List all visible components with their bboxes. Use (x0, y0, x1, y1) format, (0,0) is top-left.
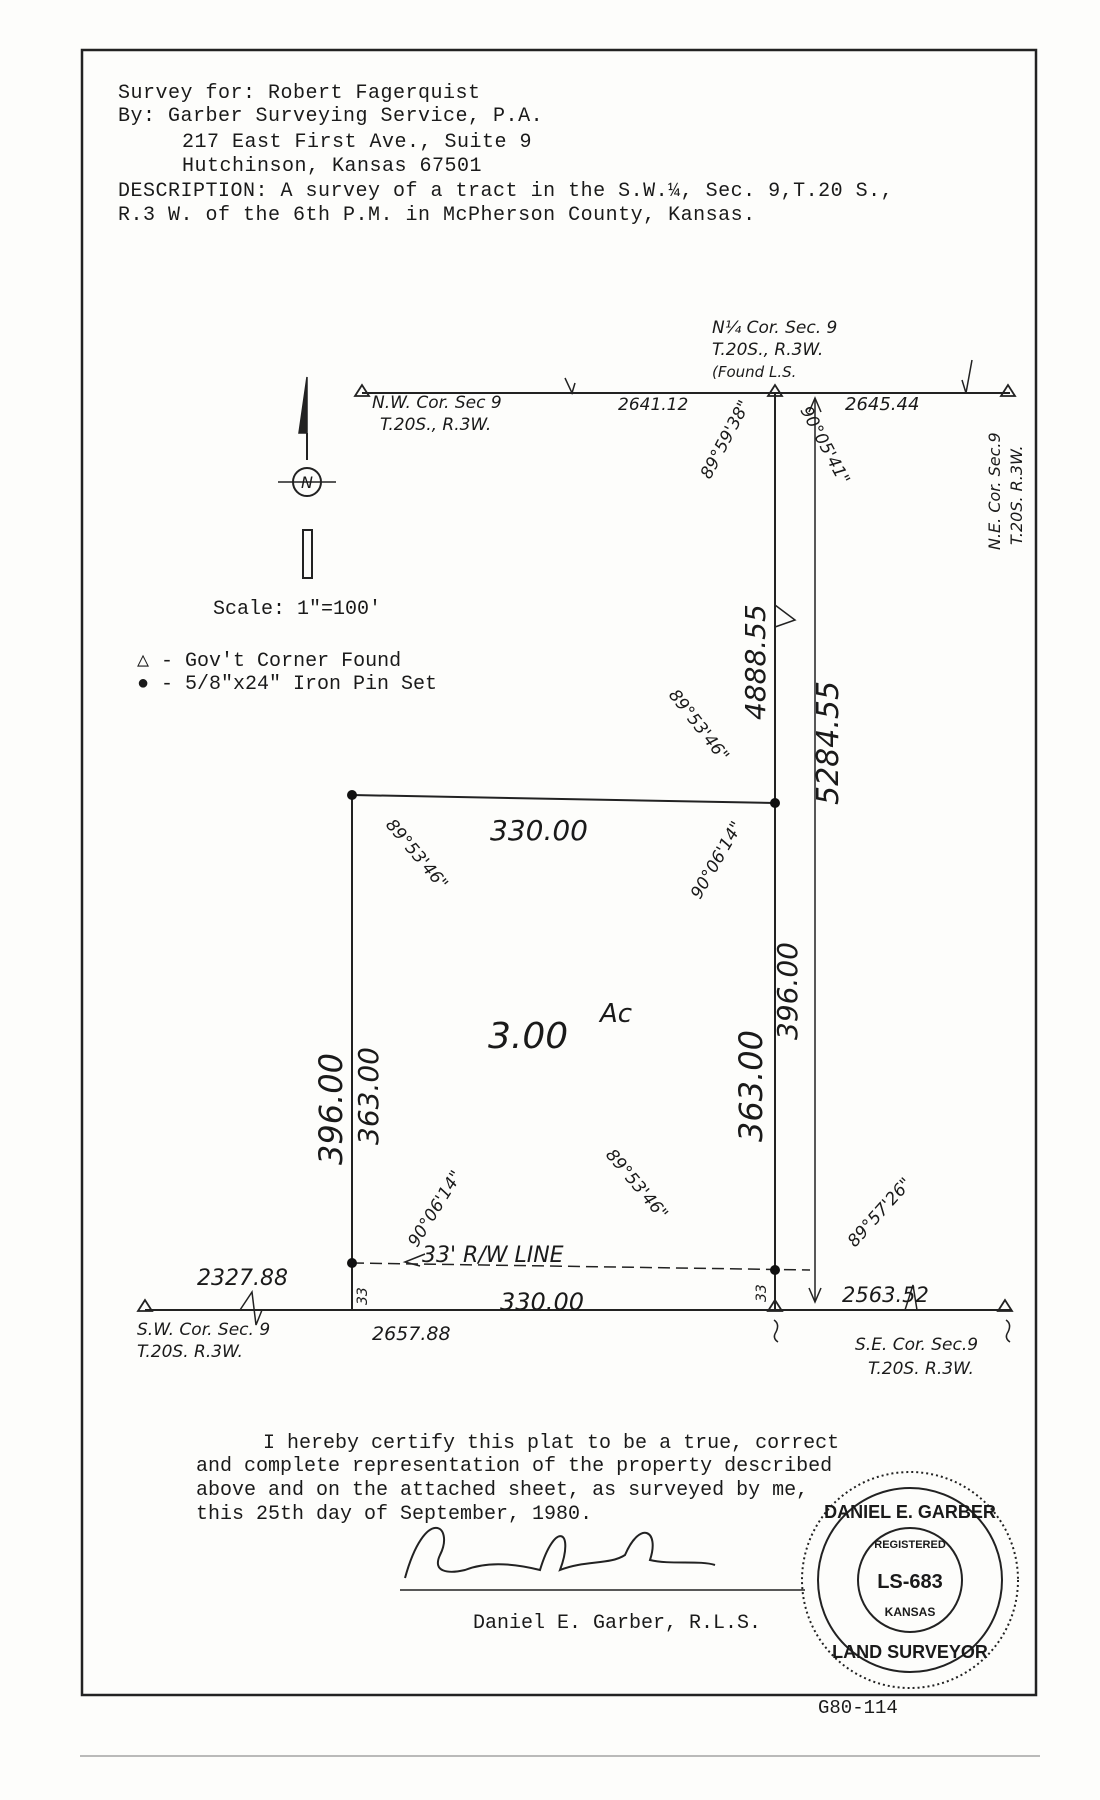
break-mark-icon (775, 605, 795, 627)
angle-89-59-38: 89°59'38" (696, 397, 755, 483)
svg-text:N.E. Cor. Sec.9: N.E. Cor. Sec.9 (985, 432, 1004, 550)
tract-north-line (352, 795, 775, 803)
svg-text:T.20S., R.3W.: T.20S., R.3W. (380, 415, 492, 435)
break-mark-icon (962, 360, 972, 393)
svg-text:T.20S. R.3W.: T.20S. R.3W. (137, 1342, 243, 1362)
bracket-mark-icon (1006, 1320, 1010, 1342)
n4-corner-label (712, 318, 837, 381)
svg-text:REGISTERED: REGISTERED (874, 1539, 946, 1551)
iron-pin-nw-icon (347, 790, 357, 800)
iron-pin-sw-icon (347, 1258, 357, 1268)
tract-east-inner-dim: 363.00 (732, 1030, 770, 1142)
row-line (352, 1263, 810, 1270)
angle-90-05-41: 90°05'41" (795, 402, 854, 489)
svg-text:LAND SURVEYOR: LAND SURVEYOR (832, 1642, 988, 1662)
svg-text:T.20S., R.3W.: T.20S., R.3W. (712, 340, 824, 360)
sw-corner-label (137, 1320, 270, 1362)
area-value: 3.00 (488, 1016, 569, 1057)
description-line: DESCRIPTION: A survey of a tract in the S.W.¼, Sec. 9,T.20 S., (118, 180, 894, 203)
row-east-width: 33 (754, 1284, 770, 1302)
angle-89-53-46-c: 89°53'46" (601, 1145, 672, 1225)
surveyor-signature (400, 1528, 805, 1590)
surveyor-printed-name: Daniel E. Garber, R.L.S. (473, 1612, 762, 1635)
se-corner-label (855, 1335, 978, 1379)
iron-pin-se-icon (770, 1265, 780, 1275)
svg-text:LS-683: LS-683 (877, 1571, 943, 1593)
tract-west-outer-dim: 396.00 (312, 1053, 350, 1165)
dist-north-west: 2641.12 (618, 395, 689, 415)
border-frame (82, 50, 1036, 1695)
svg-text:DANIEL E. GARBER: DANIEL E. GARBER (824, 1502, 996, 1522)
row-west-width: 33 (355, 1287, 371, 1305)
certification-line-2: and complete representation of the property described (196, 1455, 833, 1478)
row-line-label: 33' R/W LINE (422, 1243, 564, 1268)
tract-top-dim: 330.00 (490, 814, 588, 847)
ne-corner-label (985, 432, 1026, 550)
svg-text:(Found L.S.: (Found L.S. (712, 363, 797, 381)
tract-west-inner-dim: 363.00 (352, 1047, 385, 1145)
angle-89-53-46-a: 89°53'46" (664, 685, 733, 766)
dist-4888: 4888.55 (739, 604, 772, 720)
survey-for-line: Survey for: Robert Fagerquist (118, 82, 481, 105)
certification-line-4: this 25th day of September, 1980. (196, 1503, 593, 1526)
address-line: 217 East First Ave., Suite 9 (182, 131, 533, 154)
dist-south-east: 2563.52 (842, 1283, 929, 1307)
svg-text:S.W. Cor. Sec. 9: S.W. Cor. Sec. 9 (137, 1320, 271, 1340)
area-unit: Ac (600, 999, 633, 1029)
ne-corner-triangle-icon (1001, 385, 1015, 396)
legend-gov-corner: △ - Gov't Corner Found (137, 650, 402, 673)
bracket-mark-icon (774, 1320, 778, 1342)
tract-bottom-dim: 330.00 (500, 1288, 584, 1316)
svg-text:T.20S. R.3W.: T.20S. R.3W. (1007, 445, 1026, 545)
svg-text:KANSAS: KANSAS (884, 1605, 936, 1619)
scale-label: Scale: 1"=100' (213, 598, 382, 621)
surveyor-line: By: Garber Surveying Service, P.A. (118, 105, 544, 128)
dist-north-east: 2645.44 (845, 394, 920, 415)
surveyor-seal (802, 1472, 1018, 1688)
certification-line-3: above and on the attached sheet, as surveyed by me, (196, 1479, 809, 1502)
angle-89-53-46-b: 89°53'46" (381, 815, 452, 895)
angle-90-06-14-a: 90°06'14" (687, 818, 748, 903)
dist-5284: 5284.55 (811, 680, 846, 805)
legend-iron-pin: ● - 5/8"x24" Iron Pin Set (137, 673, 438, 696)
nw-corner-triangle-icon (355, 385, 369, 396)
description-line-2: R.3 W. of the 6th P.M. in McPherson County, Kansas. (118, 204, 756, 227)
svg-text:N.W. Cor. Sec 9: N.W. Cor. Sec 9 (372, 393, 502, 413)
nw-corner-label (372, 393, 502, 435)
tract-east-outer-dim: 396.00 (771, 942, 804, 1040)
iron-pin-ne-icon (770, 798, 780, 808)
north-arrow-icon (278, 377, 336, 578)
angle-90-06-14-b: 90°06'14" (404, 1167, 467, 1251)
city-line: Hutchinson, Kansas 67501 (182, 155, 483, 178)
dist-south-west: 2327.88 (197, 1266, 288, 1291)
dist-south-mid: 2657.88 (372, 1323, 451, 1345)
svg-text:T.20S. R.3W.: T.20S. R.3W. (868, 1359, 974, 1379)
document-number: G80-114 (818, 1697, 898, 1719)
svg-text:N: N (301, 473, 313, 492)
angle-89-57-26: 89°57'26" (843, 1174, 917, 1252)
certification-line-1: I hereby certify this plat to be a true, correct (263, 1432, 840, 1455)
break-mark-icon (565, 378, 575, 393)
svg-text:N¼ Cor. Sec. 9: N¼ Cor. Sec. 9 (712, 318, 838, 338)
svg-text:S.E. Cor. Sec.9: S.E. Cor. Sec.9 (855, 1335, 979, 1355)
